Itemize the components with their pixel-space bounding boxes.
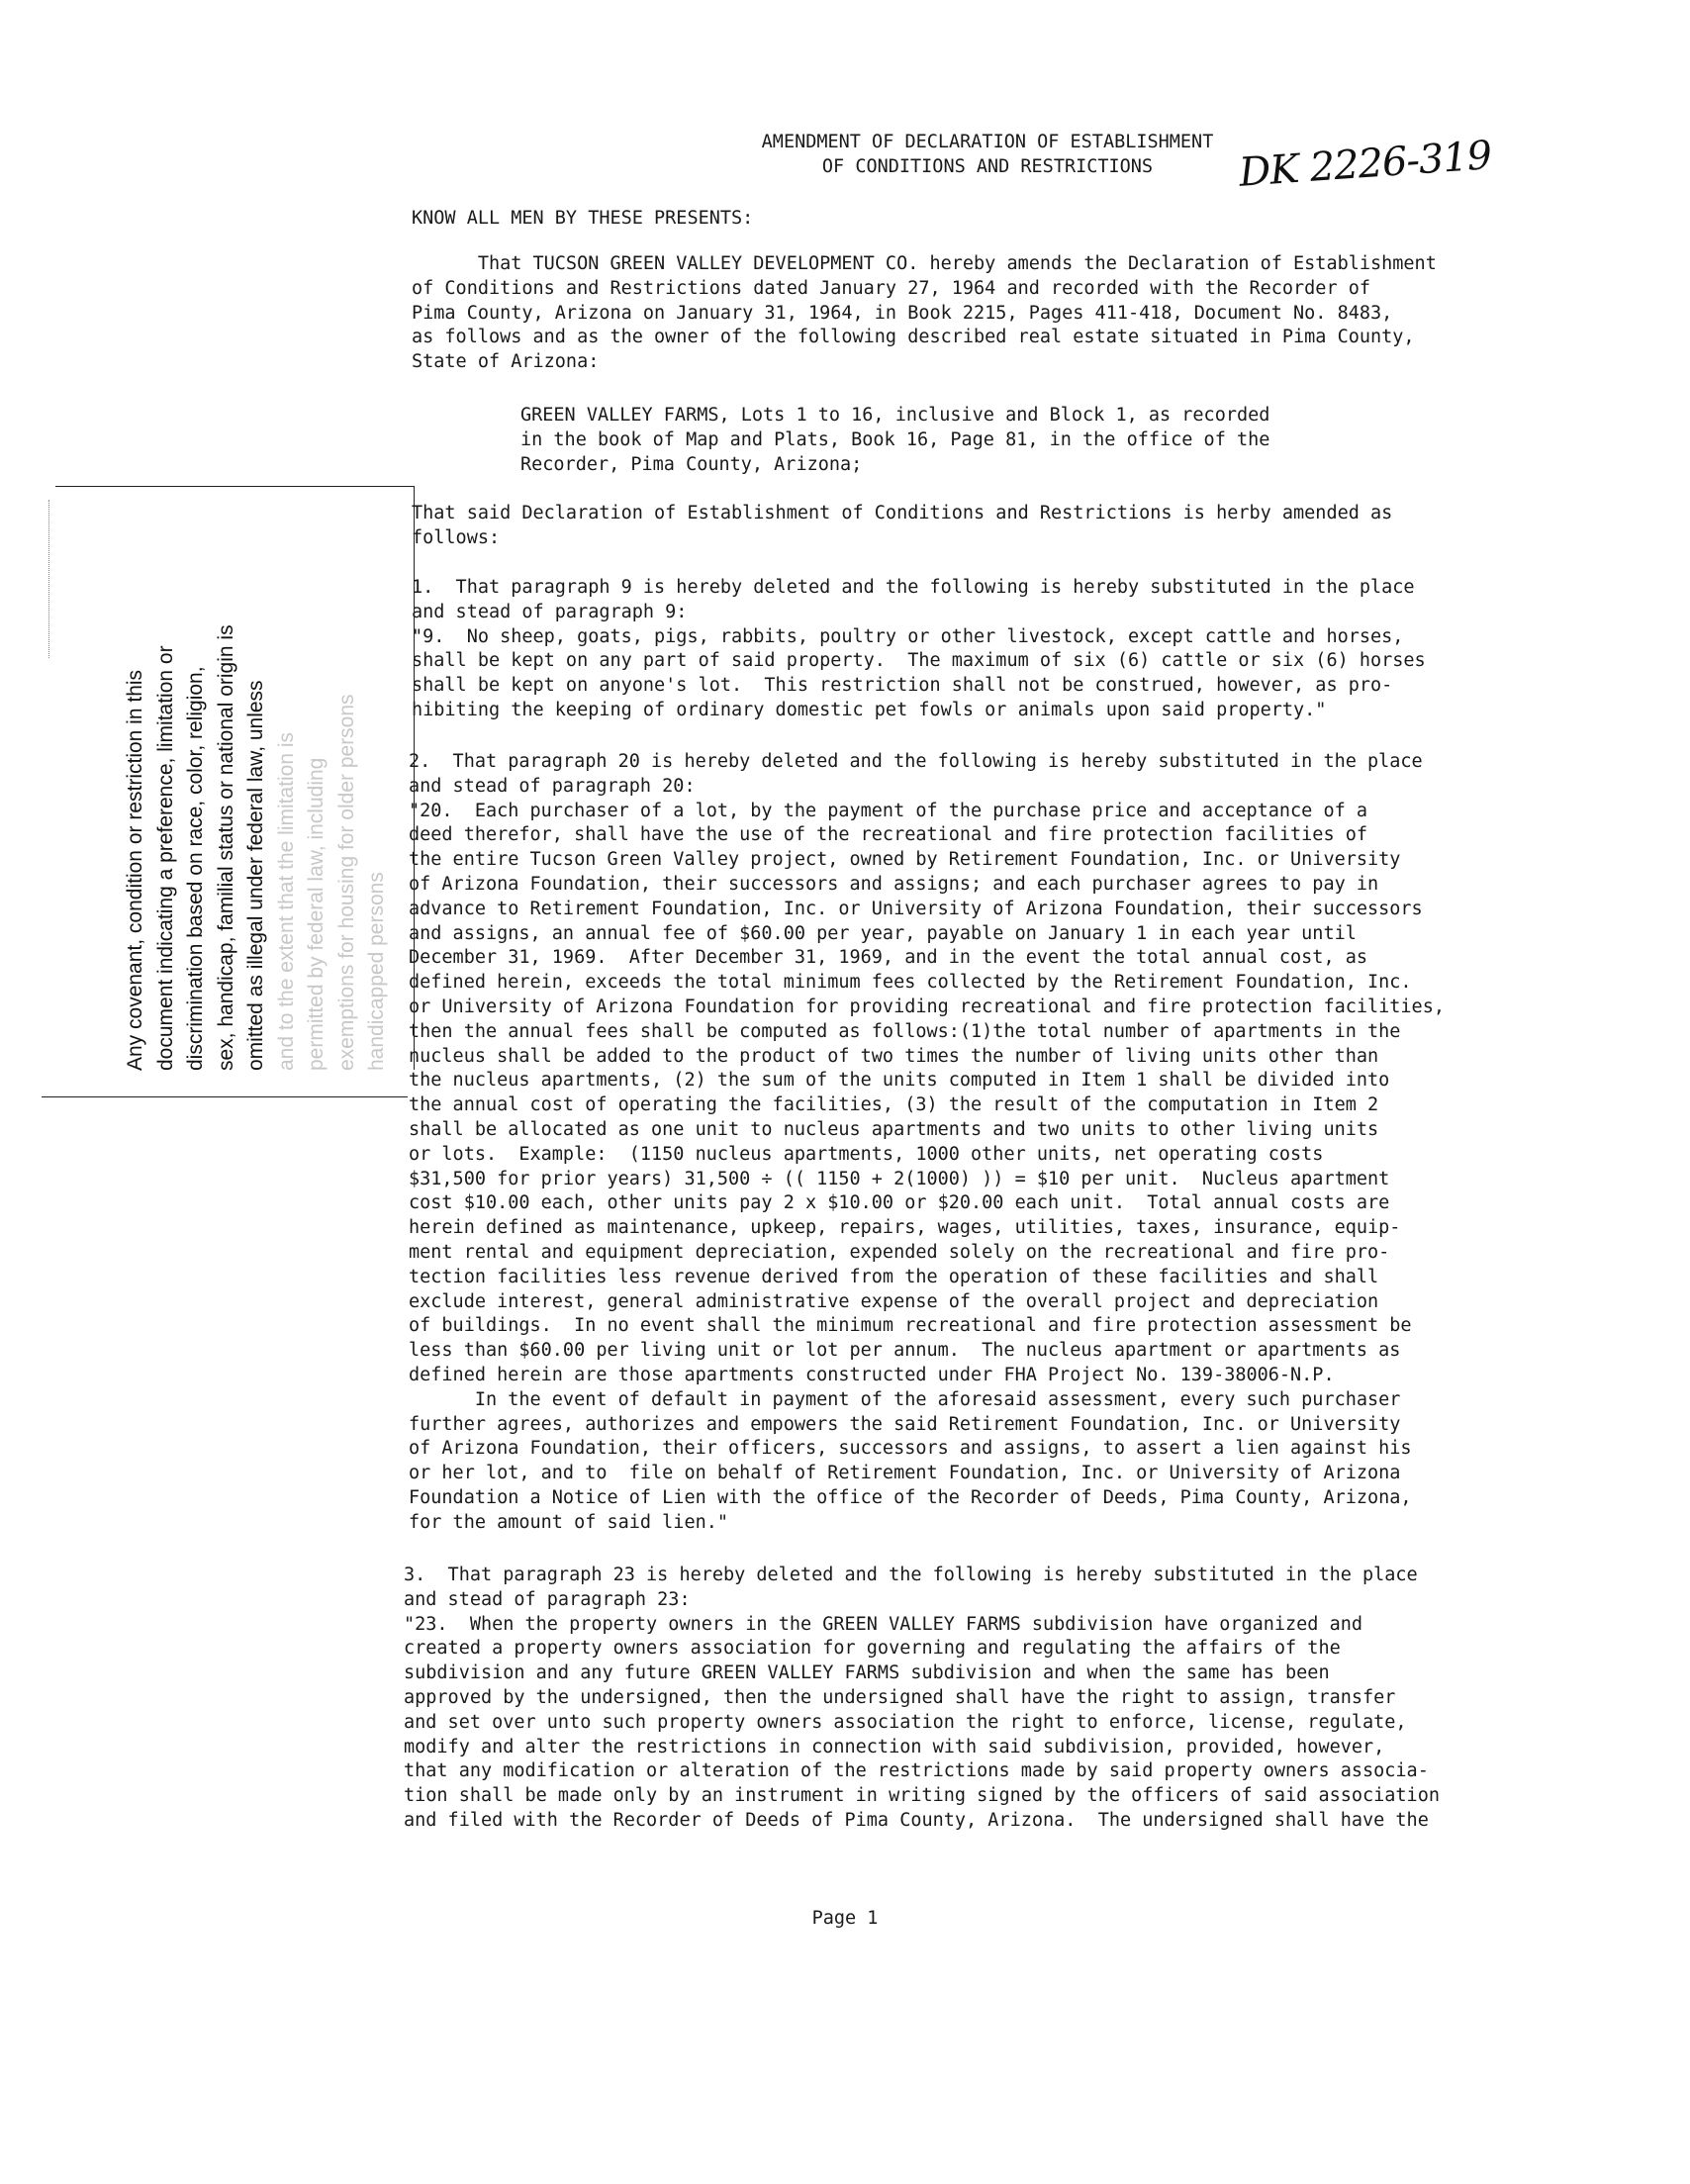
title-line-2: OF CONDITIONS AND RESTRICTIONS bbox=[821, 155, 1154, 177]
stamp-line: document indicating a preference, limitation or bbox=[153, 645, 177, 1071]
page-number: Page 1 bbox=[811, 1908, 879, 1929]
paragraph-3: 3. That paragraph 23 is hereby deleted and the following is hereby substituted in the place and stead of paragraph 23: "23. When the property owners in the GREEN VALLEY FARMS subdivision have organized and created a property owners association for governing and regulating the affairs of the subdivision and any future GREEN VALLEY FARMS subdivision and when the same has been approved by the undersigned, then the undersigned shall have the right to assign, transfer and set over unto such property owners association the right to enforce, license, regulate, modify and alter the restrictions in connection with said subdivision, provided, however, that any modification or alteration of the restrictions made by said property owners associa- tion shall be made only by an instrument in writing signed by the officers of said association and filed with the Recorder of Deeds of Pima County, Arizona. The undersigned shall have the bbox=[404, 1565, 1440, 1831]
paragraph-2: 2. That paragraph 20 is hereby deleted and the following is hereby substituted in the place and stead of paragraph 20: "20. Each purchaser of a lot, by the payment of the purchase price and acceptance of a deed therefor, shall have the use of the recreational and fire protection facilities of the entire Tucson Green Valley project, owned by Retirement Foundation, Inc. or University of Arizona Foundation, their successors and assigns; and each purchaser agrees to pay in advance to Retirement Foundation, Inc. or University of Arizona Foundation, their successors and assigns, an annual fee of $60.00 per year, payable on January 1 in each year until December 31, 1969. After December 31, 1969, and in the event the total annual cost, as defined herein, exceeds the total minimum fees collected by the Retirement Foundation, Inc. or University of Arizona Foundation for providing recreational and fire protection facilities, then the annual fees shall be computed as follows:(1)the total number of apartments in the nucleus shall be added to the product of two times the number of living units other than the nucleus apartments, (2) the sum of the units computed in Item 1 shall be divided into the annual cost of operating the facilities, (3) the result of the computation in Item 2 shall be allocated as one unit to nucleus apartments and two units to other living units or lots. Example: (1150 nucleus apartments, 1000 other units, net operating costs $31,500 for prior years) 31,500 ÷ (( 1150 + 2(1000) )) = $10 per unit. Nucleus apartment cost $10.00 each, other units pay 2 x $10.00 or $20.00 each unit. Total annual costs are herein defined as maintenance, upkeep, repairs, wages, utilities, taxes, insurance, equip- ment rental and equipment depreciation, expended solely on the recreational and fire pro- tection facilities less revenue derived from the operation of these facilities and shall exclude interest, general administrative expense of the overall project and depreciation of buildings. In no event shall the minimum recreational and fire protection assessment be less than $60.00 per living unit or lot per annum. The nucleus apartment or apartments as defined herein are those apartments constructed under FHA Project No. 139-38006-N.P. In the event of default in payment of the aforesaid assessment, every such purchaser further agrees, authorizes and empowers the said Retirement Foundation, Inc. or University of Arizona Foundation, their officers, successors and assigns, to assert a lien against his or her lot, and to file on behalf of Retirement Foundation, Inc. or University of Arizona Foundation a Notice of Lien with the office of the Recorder of Deeds, Pima County, Arizona, for the amount of said lien." bbox=[409, 751, 1445, 1533]
stamp-border-bottom bbox=[42, 1096, 408, 1097]
stamp-line: Any covenant, condition or restriction in this bbox=[124, 669, 146, 1071]
stamp-line-faint: permitted by federal law, including bbox=[305, 757, 328, 1071]
stamp-border-top bbox=[55, 486, 414, 487]
document-title bbox=[730, 131, 1245, 180]
title-line-1: AMENDMENT OF DECLARATION OF ESTABLISHMENT bbox=[761, 132, 1214, 152]
intro-paragraph: That TUCSON GREEN VALLEY DEVELOPMENT CO. hereby amends the Declaration of Establishment of Conditions and Restrictions dated January 27, 1964 and recorded with the Recorder of Pima County, Arizona on January 31, 1964, in Book 2215, Pages 411-418, Document No. 8483, as follows and as the owner of the following described real estate situated in Pima County, State of Arizona: bbox=[412, 253, 1437, 373]
stamp-line-faint: and to the extent that the limitation is bbox=[274, 731, 298, 1071]
stamp-line: sex, handicap, familial status or national origin is bbox=[214, 624, 237, 1071]
paragraph-1: 1. That paragraph 9 is hereby deleted and the following is hereby substituted in the place and stead of paragraph 9: "9. No sheep, goats, pigs, rabbits, poultry or other livestock, except cattle and horses, shall be kept on any part of said property. The maximum of six (6) cattle or six (6) horses shall be kept on anyone's lot. This restriction shall not be construed, however, as pro- hibiting the keeping of ordinary domestic pet fowls or animals upon said property." bbox=[412, 577, 1426, 720]
amended-statement: That said Declaration of Establishment of Conditions and Restrictions is herby amended as follows: bbox=[412, 503, 1393, 548]
stamp-border-right bbox=[414, 486, 415, 1070]
stamp-line: omitted as illegal under federal law, unless bbox=[244, 680, 267, 1071]
stamp-line-faint: handicapped persons bbox=[365, 872, 388, 1071]
stamp-border-left bbox=[48, 500, 49, 658]
know-all-heading: KNOW ALL MEN BY THESE PRESENTS: bbox=[412, 208, 754, 229]
handwritten-book-reference: DK 2226-319 bbox=[1237, 133, 1493, 196]
stamp-line: discrimination based on race, color, religion, bbox=[184, 666, 207, 1071]
legal-description: GREEN VALLEY FARMS, Lots 1 to 16, inclusive and Block 1, as recorded in the book of Map and Plats, Book 16, Page 81, in the office of the Recorder, Pima County, Arizona; bbox=[520, 405, 1270, 475]
stamp-line-faint: exemptions for housing for older persons bbox=[334, 694, 358, 1071]
discrimination-disclaimer-stamp bbox=[121, 517, 393, 1071]
